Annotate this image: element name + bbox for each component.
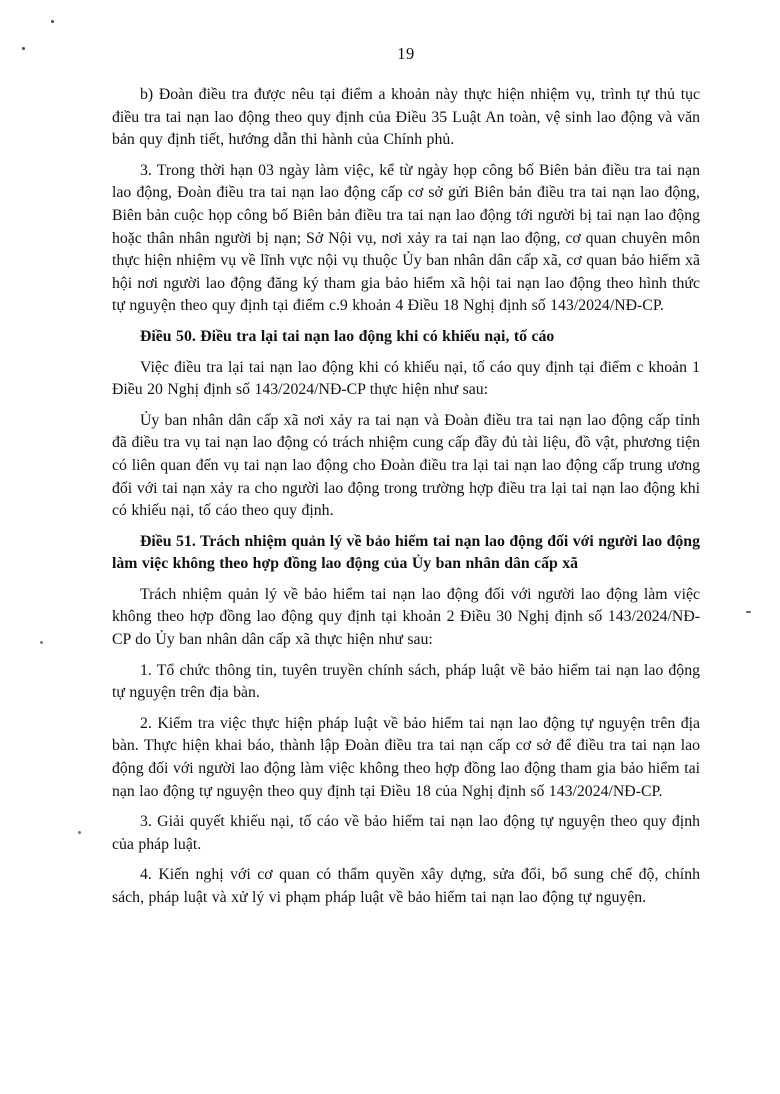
page-number: 19 (397, 44, 415, 63)
paragraph: Trách nhiệm quản lý về bảo hiểm tai nạn lao động đối với người lao động làm việc không theo hợp đồng lao động quy định tại khoản 2 Điều 30 Nghị định số 143/2024/NĐ-CP do Ủy ban nhân dân cấp xã thực hiện như sau: (112, 585, 700, 649)
paragraph: 2. Kiểm tra việc thực hiện pháp luật về bảo hiểm tai nạn lao động tự nguyện trên địa bàn. Thực hiện khai báo, thành lập Đoàn điều tra tai nạn cấp cơ sở để điều tra tai nạn lao động đối với người lao động làm việc không theo hợp đồng lao động tham gia bảo hiểm tai nạn lao động tự nguyện theo quy định tại Điều 18 của Nghị định số 143/2024/NĐ-CP. (112, 714, 700, 800)
scan-speck (78, 831, 81, 834)
paragraph: 3. Giải quyết khiếu nại, tố cáo về bảo hiểm tai nạn lao động tự nguyện theo quy định của pháp luật. (112, 813, 700, 853)
paragraph: 4. Kiến nghị với cơ quan có thẩm quyền xây dựng, sửa đổi, bổ sung chế độ, chính sách, pháp luật và xử lý vi phạm pháp luật về bảo hiểm tai nạn lao động tự nguyện. (112, 866, 700, 906)
scan-speck (22, 47, 25, 50)
scan-speck (746, 611, 751, 613)
paragraph: b) Đoàn điều tra được nêu tại điểm a khoản này thực hiện nhiệm vụ, trình tự thủ tục điều tra tai nạn lao động theo quy định của Điều 35 Luật An toàn, vệ sinh lao động và văn bản quy định tiết, hướng dẫn thi hành của Chính phủ. (112, 86, 700, 149)
article-heading: Điều 50. Điều tra lại tai nạn lao động khi có khiếu nại, tố cáo (140, 327, 555, 345)
document-body (112, 84, 700, 918)
scan-speck (40, 641, 43, 644)
scan-speck (51, 20, 54, 23)
paragraph: 3. Trong thời hạn 03 ngày làm việc, kể từ ngày họp công bố Biên bản điều tra tai nạn lao động, Đoàn điều tra tai nạn lao động cấp cơ sở gửi Biên bản điều tra tai nạn lao động, Biên bản cuộc họp công bố Biên bản điều tra tai nạn lao động tới người bị tai nạn lao động hoặc thân nhân người bị nạn; Sở Nội vụ, nơi xảy ra tai nạn lao động, cơ quan chuyên môn thực hiện nhiệm vụ về lĩnh vực nội vụ thuộc Ủy ban nhân dân cấp xã, cơ quan bảo hiểm xã hội nơi người lao động đăng ký tham gia bảo hiểm xã hội tai nạn lao động theo hình thức tự nguyện theo quy định tại điểm c.9 khoản 4 Điều 18 Nghị định số 143/2024/NĐ-CP. (112, 161, 700, 315)
paragraph: Ủy ban nhân dân cấp xã nơi xảy ra tai nạn và Đoàn điều tra tai nạn lao động cấp tỉnh đã điều tra vụ tai nạn lao động có trách nhiệm cung cấp đầy đủ tài liệu, đồ vật, phương tiện có liên quan đến vụ tai nạn lao động cho Đoàn điều tra lại tai nạn lao động cấp trung ương đối với tai nạn xảy ra cho người lao động trong trường hợp điều tra lại tai nạn lao động khi có khiếu nại, tố cáo theo quy định. (112, 411, 700, 520)
paragraph: Việc điều tra lại tai nạn lao động khi có khiếu nại, tố cáo quy định tại điểm c khoản 1 Điều 20 Nghị định số 143/2024/NĐ-CP thực hiện như sau: (112, 358, 700, 399)
paragraph: 1. Tổ chức thông tin, tuyên truyền chính sách, pháp luật về bảo hiểm tai nạn lao động tự nguyện trên địa bàn. (112, 661, 700, 702)
article-heading: Điều 51. Trách nhiệm quản lý về bảo hiểm tai nạn lao động đối với người lao động làm việc không theo hợp đồng lao động của Ủy ban nhân dân cấp xã (112, 532, 700, 573)
